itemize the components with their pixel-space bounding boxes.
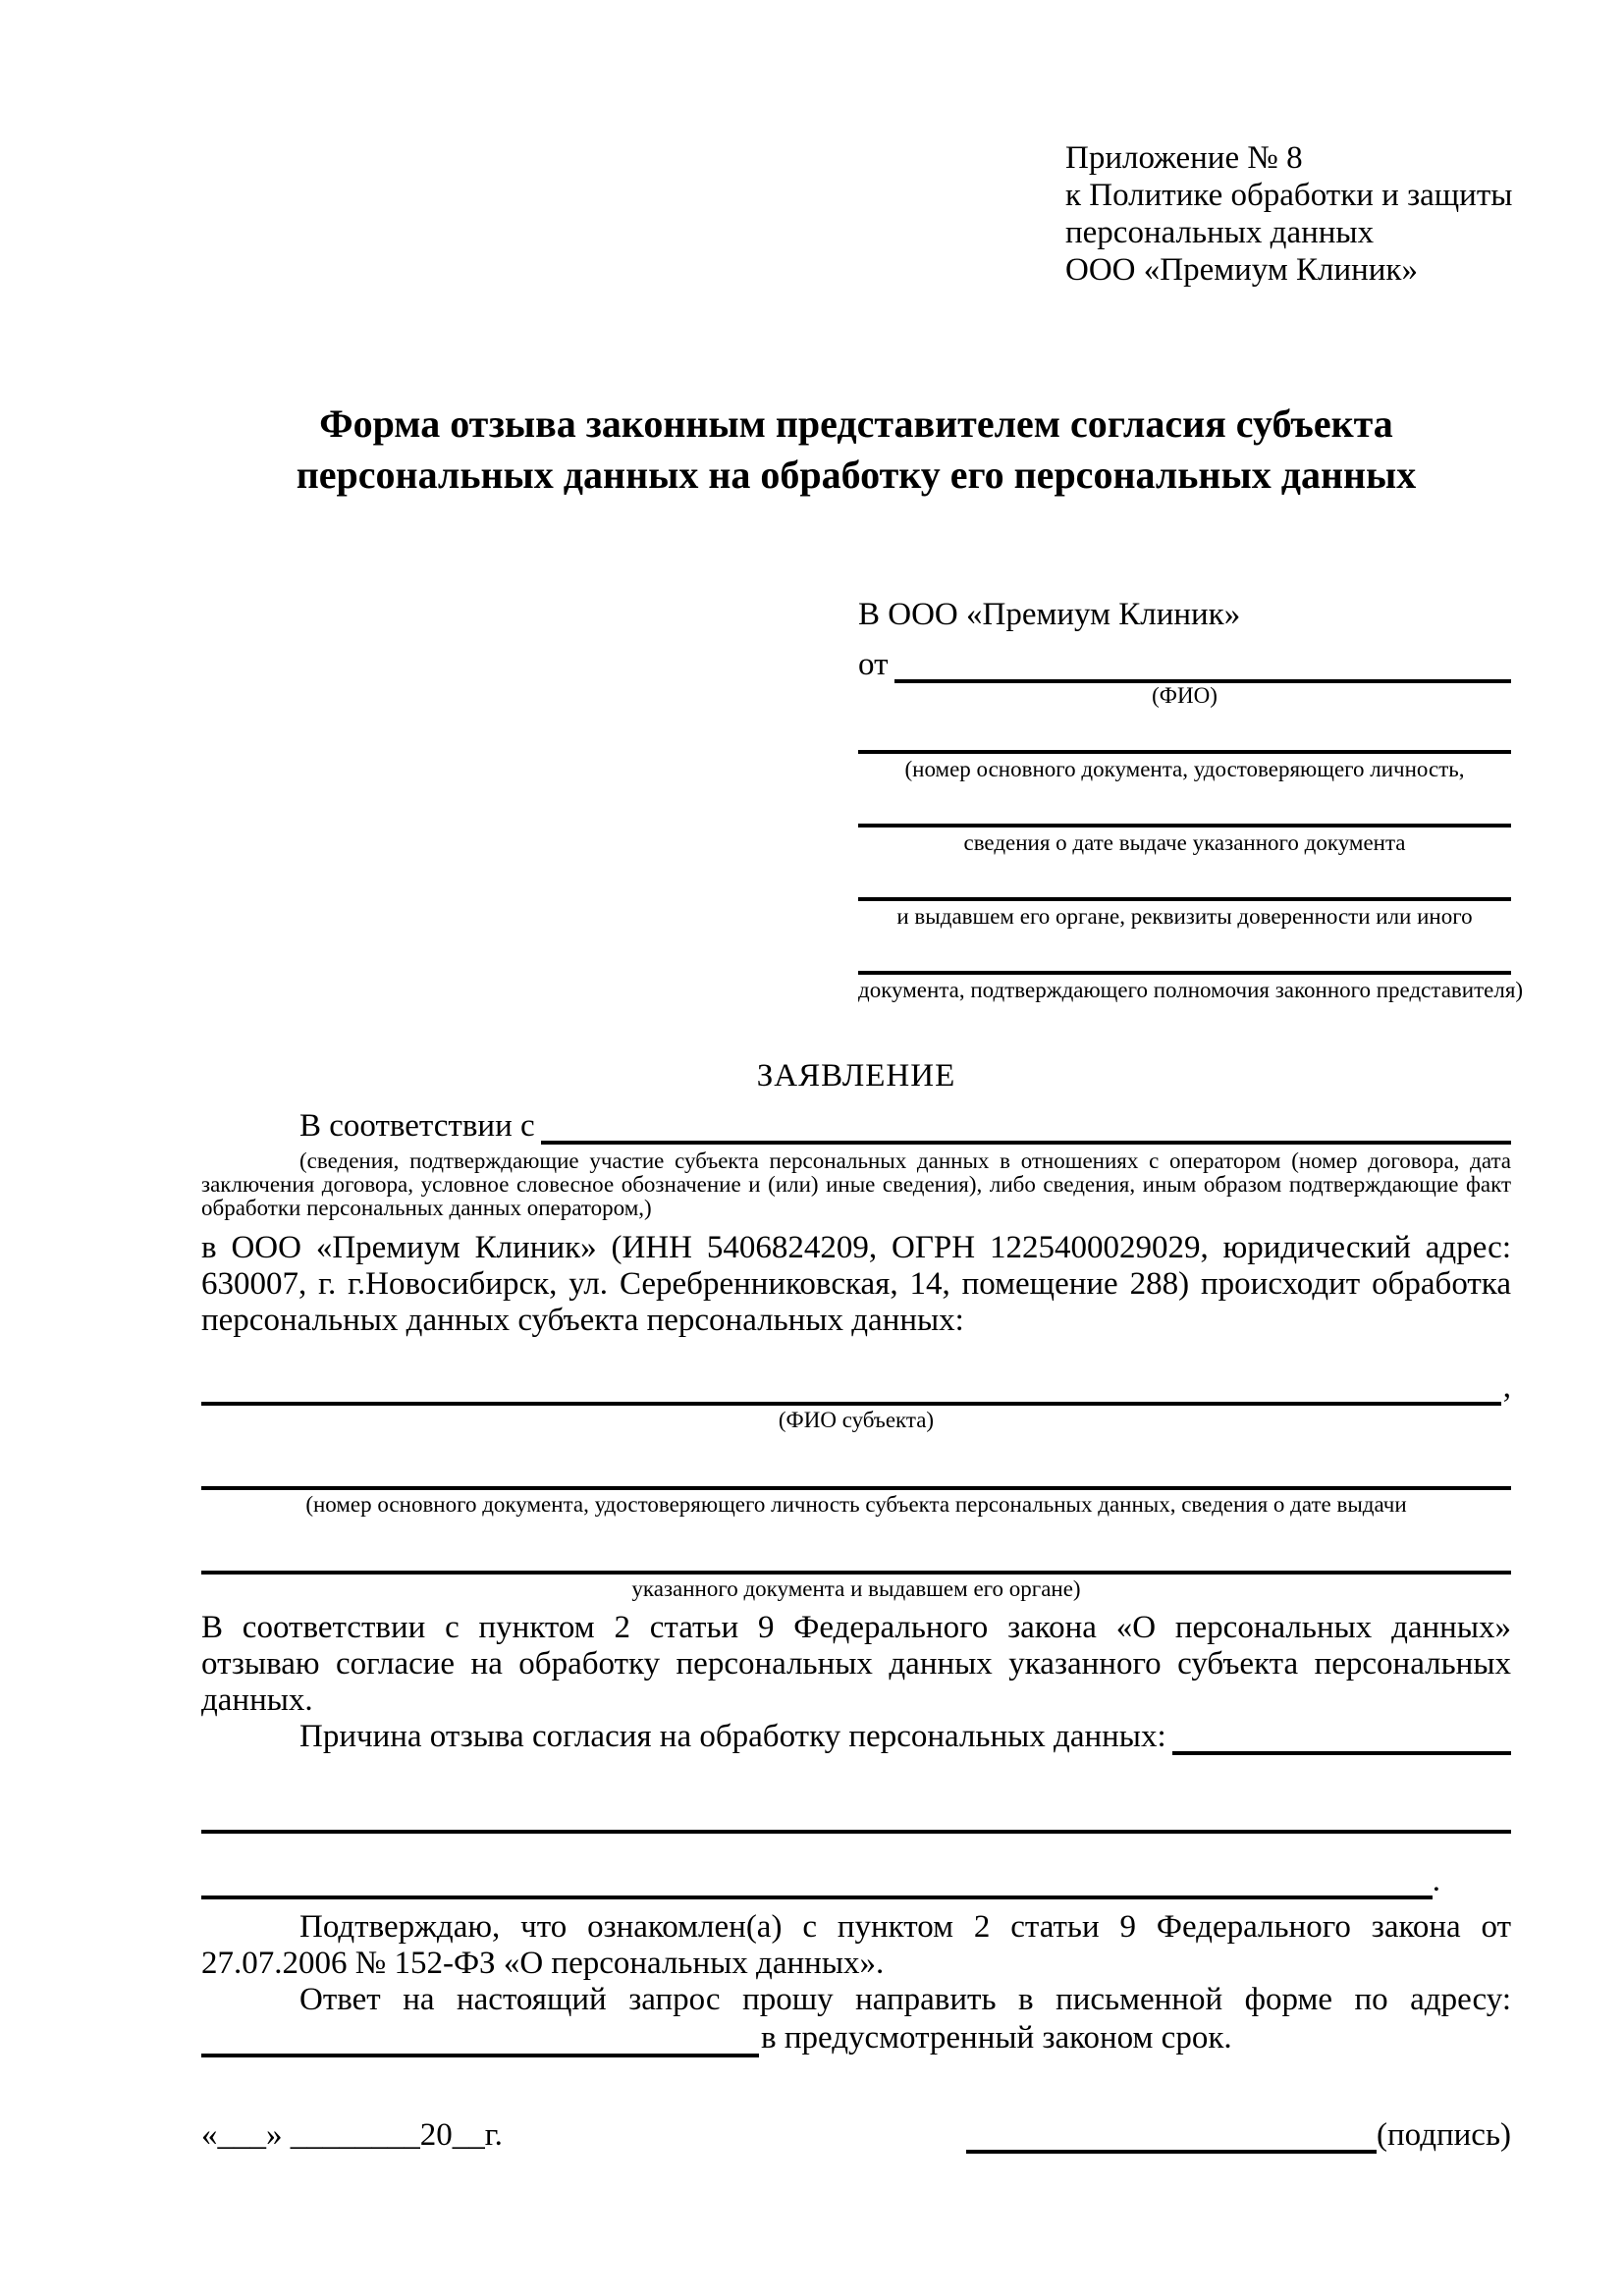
field-caption-2: сведения о дате выдаче указанного документа [963,830,1406,855]
subject-fio-caption: (ФИО субъекта) [778,1408,935,1432]
appendix-line-2: к Политике обработки и защиты [1065,178,1513,213]
field-caption-3: и выдавшем его органе, реквизиты доверенности или иного [896,904,1473,929]
reply-address-row [201,2018,1511,2057]
blank-line [201,1571,1511,1575]
subject-doc-caption-1: (номер основного документа, удостоверяющего личность субъекта персональных данных, сведения о дате выдачи [305,1492,1407,1517]
intro-row [201,1105,1511,1145]
blank-line [201,1486,1511,1490]
intro-prefix: В соответствии с [299,1108,535,1144]
reason-last-row [201,1863,1511,1899]
blank-line [858,897,1511,901]
addressee-field-1 [858,750,1511,782]
fio-caption: (ФИО) [1152,683,1218,708]
blank-line [201,1896,1433,1899]
field-caption-1: (номер основного документа, удостоверяющего личность, [904,757,1465,781]
from-label: от [858,647,889,682]
subject-fio-row [201,1366,1511,1406]
addressee-to: В ООО «Премиум Клиник» [858,597,1241,632]
appendix-line-4: ООО «Премиум Клиник» [1065,252,1418,288]
addressee-from-row [858,640,1511,683]
statement-heading: ЗАЯВЛЕНИЕ [756,1058,956,1094]
intro-note: (сведения, подтверждающие участие субъекта персональных данных в отношениях с оператором (номер договора, дата заключения договора, условное словесное обозначение и (или) иные сведения), либо сведения, иным образом подтверждающие факт обработки персональных данных оператором,) [201,1148,1511,1220]
signature-group [966,2116,1511,2154]
reason-prefix: Причина отзыва согласия на обработку персональных данных: [299,1719,1166,1754]
blank-line [858,824,1511,828]
blank-line [201,1402,1501,1406]
addressee-field-4 [858,971,1524,1003]
appendix-line-1: Приложение № 8 [1065,140,1303,176]
reason-blank-line [1172,1751,1511,1755]
subject-doc-caption-2: указанного документа и выдавшем его органе) [631,1576,1081,1601]
blank-line [858,971,1511,975]
footer-row [201,2116,1511,2154]
document-title [201,399,1511,501]
blank-line [201,1830,1511,1834]
reply-prefix: Ответ на настоящий запрос прошу направить в письменной форме по адресу: [299,1982,1511,2017]
blank-line [858,750,1511,754]
addressee-field-3 [858,897,1511,930]
signature-caption: (подпись) [1377,2117,1511,2153]
withdraw-paragraph: В соответствии с пунктом 2 статьи 9 Федерального закона «О персональных данных» отзываю согласие на обработку персональных данных указанного субъекта персональных данных. [201,1610,1511,1718]
appendix-header [1065,139,1511,289]
reply-suffix: в предусмотренный законом срок. [761,2020,1232,2056]
document-title-line-1: Форма отзыва законным представителем согласия субъекта [319,401,1393,446]
signature-blank-line [966,2116,1377,2154]
trailing-period: . [1432,1863,1440,1898]
confirm-paragraph: Подтверждаю, что ознакомлен(а) с пунктом 2 статьи 9 Федерального закона от 27.07.2006 № 152-ФЗ «О персональных данных». [201,1909,1511,1981]
appendix-line-3: персональных данных [1065,215,1375,250]
document-title-line-2: персональных данных на обработку его персональных данных [296,453,1417,497]
addressee-field-2 [858,824,1511,856]
field-caption-4: документа, подтверждающего полномочия законного представителя) [858,978,1524,1002]
reason-row [201,1719,1511,1755]
date-blank: «___» ________20__г. [201,2117,503,2153]
addressee-block [858,593,1524,1003]
operator-paragraph: в ООО «Премиум Клиник» (ИНН 5406824209, ОГРН 1225400029029, юридический адрес: 630007, г. г.Новосибирск, ул. Серебренниковская, 14, помещение 288) происходит обработка персональных данных субъекта персональных данных: [201,1230,1511,1338]
address-blank-line [201,2054,759,2057]
trailing-comma: , [1502,1369,1511,1405]
intro-blank-line [541,1141,1511,1145]
